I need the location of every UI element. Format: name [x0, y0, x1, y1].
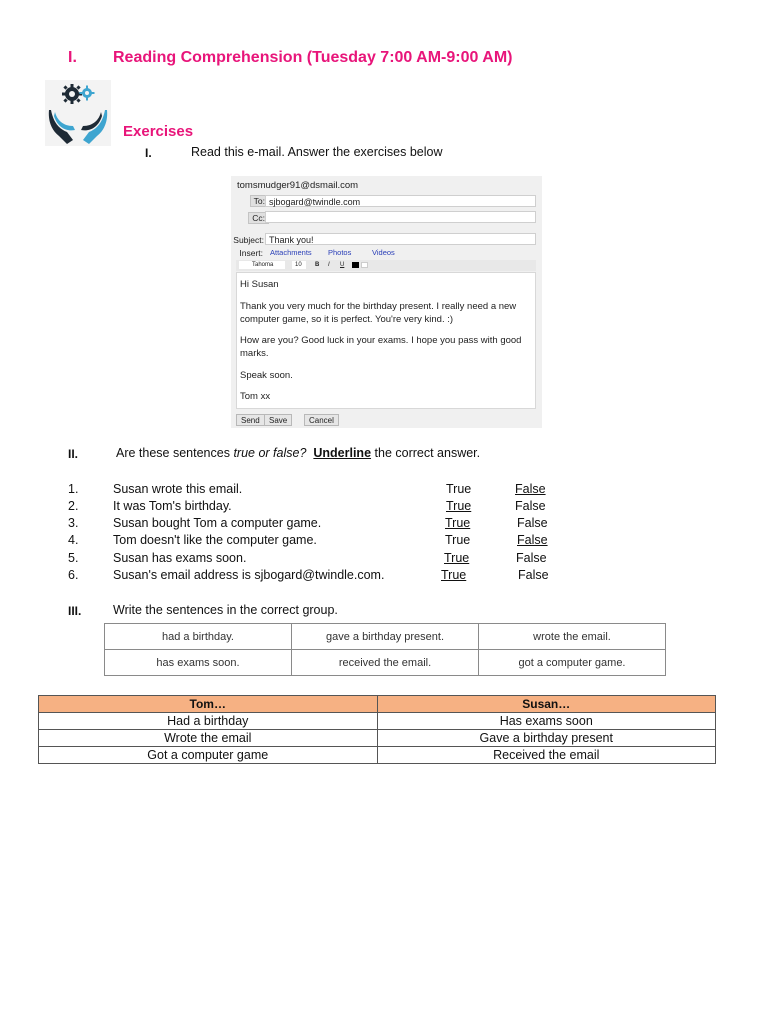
- bold-button[interactable]: B: [315, 262, 320, 268]
- email-body-line: Hi Susan: [240, 279, 279, 290]
- false-option[interactable]: False: [516, 551, 547, 565]
- highlight-swatch[interactable]: [361, 262, 368, 268]
- insert-attachments-link[interactable]: Attachments: [270, 248, 312, 257]
- part3-number: III.: [68, 604, 82, 618]
- insert-label: Insert:: [239, 248, 263, 258]
- subject-field[interactable]: Thank you!: [265, 233, 536, 245]
- section-heading: [68, 49, 668, 69]
- item-number: 1.: [68, 482, 79, 496]
- false-option-underlined[interactable]: False: [515, 482, 546, 496]
- underline-button[interactable]: U: [340, 262, 345, 268]
- item-sentence: Tom doesn't like the computer game.: [113, 533, 317, 547]
- group-cell: got a computer game.: [479, 650, 666, 676]
- answer-cell[interactable]: Wrote the email: [39, 730, 378, 747]
- cc-field[interactable]: [265, 211, 536, 223]
- insert-videos-link[interactable]: Videos: [372, 248, 395, 257]
- italic-button[interactable]: I: [328, 262, 330, 268]
- true-option[interactable]: True: [446, 482, 472, 496]
- answer-cell[interactable]: Got a computer game: [39, 747, 378, 764]
- format-toolbar: [236, 260, 536, 271]
- item-sentence: Susan wrote this email.: [113, 482, 243, 496]
- false-option[interactable]: False: [517, 516, 548, 530]
- email-body-line: How are you? Good luck in your exams. I hope you pass with good marks.: [240, 335, 522, 359]
- answer-cell[interactable]: Gave a birthday present: [377, 730, 716, 747]
- true-option[interactable]: True: [445, 533, 471, 547]
- true-option-underlined[interactable]: True: [446, 499, 472, 513]
- true-option-underlined[interactable]: True: [444, 551, 470, 565]
- true-option-underlined[interactable]: True: [445, 516, 471, 530]
- subject-label: Subject:: [233, 235, 264, 245]
- save-button[interactable]: Save: [264, 414, 292, 426]
- item-sentence: Susan bought Tom a computer game.: [113, 516, 322, 530]
- item-sentence: Susan's email address is sjbogard@twindle.com.: [113, 568, 385, 582]
- email-body[interactable]: [236, 272, 536, 409]
- to-label: To:: [245, 196, 269, 206]
- tom-header: Tom…: [39, 696, 378, 713]
- part1-instruction: Read this e-mail. Answer the exercises below: [191, 145, 443, 159]
- part1-number: I.: [145, 146, 152, 160]
- item-number: 3.: [68, 516, 79, 530]
- email-body-line: Thank you very much for the birthday present. I really need a new computer game, so it is perfect. You're very kind. :): [240, 301, 517, 325]
- email-body-line: Speak soon.: [240, 370, 293, 381]
- false-option[interactable]: False: [515, 499, 546, 513]
- item-number: 4.: [68, 533, 79, 547]
- section-title: Reading Comprehension (Tuesday 7:00 AM-9:00 AM): [113, 49, 513, 66]
- exercises-heading: Exercises: [123, 123, 194, 140]
- item-number: 6.: [68, 568, 79, 582]
- false-option-underlined[interactable]: False: [517, 533, 548, 547]
- group-cell: had a birthday.: [105, 624, 292, 650]
- part2-number: II.: [68, 447, 79, 461]
- group-cell: gave a birthday present.: [292, 624, 479, 650]
- answer-cell[interactable]: Has exams soon: [377, 713, 716, 730]
- font-select[interactable]: Tahoma: [239, 261, 285, 269]
- group-cell: has exams soon.: [105, 650, 292, 676]
- cancel-button[interactable]: Cancel: [304, 414, 339, 426]
- answer-cell[interactable]: Had a birthday: [39, 713, 378, 730]
- font-size-select[interactable]: 10: [292, 261, 306, 269]
- true-option-underlined[interactable]: True: [441, 568, 467, 582]
- part2-instruction: Are these sentences true or false? Underline the correct answer.: [116, 446, 481, 460]
- hands-gears-icon: [45, 80, 111, 146]
- section-number: I.: [68, 49, 77, 66]
- insert-photos-link[interactable]: Photos: [328, 248, 352, 257]
- answers-table: [38, 695, 716, 764]
- text-color-swatch[interactable]: [352, 262, 359, 268]
- item-number: 2.: [68, 499, 79, 513]
- email-body-line: Tom xx: [240, 391, 271, 402]
- item-number: 5.: [68, 551, 79, 565]
- send-button[interactable]: Send: [236, 414, 265, 426]
- false-option[interactable]: False: [518, 568, 549, 582]
- group-cell: received the email.: [292, 650, 479, 676]
- susan-header: Susan…: [377, 696, 716, 713]
- item-sentence: It was Tom's birthday.: [113, 499, 232, 513]
- to-field[interactable]: sjbogard@twindle.com: [265, 195, 536, 207]
- part3-instruction: Write the sentences in the correct group.: [113, 603, 338, 617]
- item-sentence: Susan has exams soon.: [113, 551, 247, 565]
- email-window: [231, 176, 542, 428]
- group-cell: wrote the email.: [479, 624, 666, 650]
- email-from: tomsmudger91@dsmail.com: [237, 180, 359, 191]
- cc-label: Cc:: [245, 213, 269, 223]
- answer-cell[interactable]: Received the email: [377, 747, 716, 764]
- sentence-groups-table: [104, 623, 666, 676]
